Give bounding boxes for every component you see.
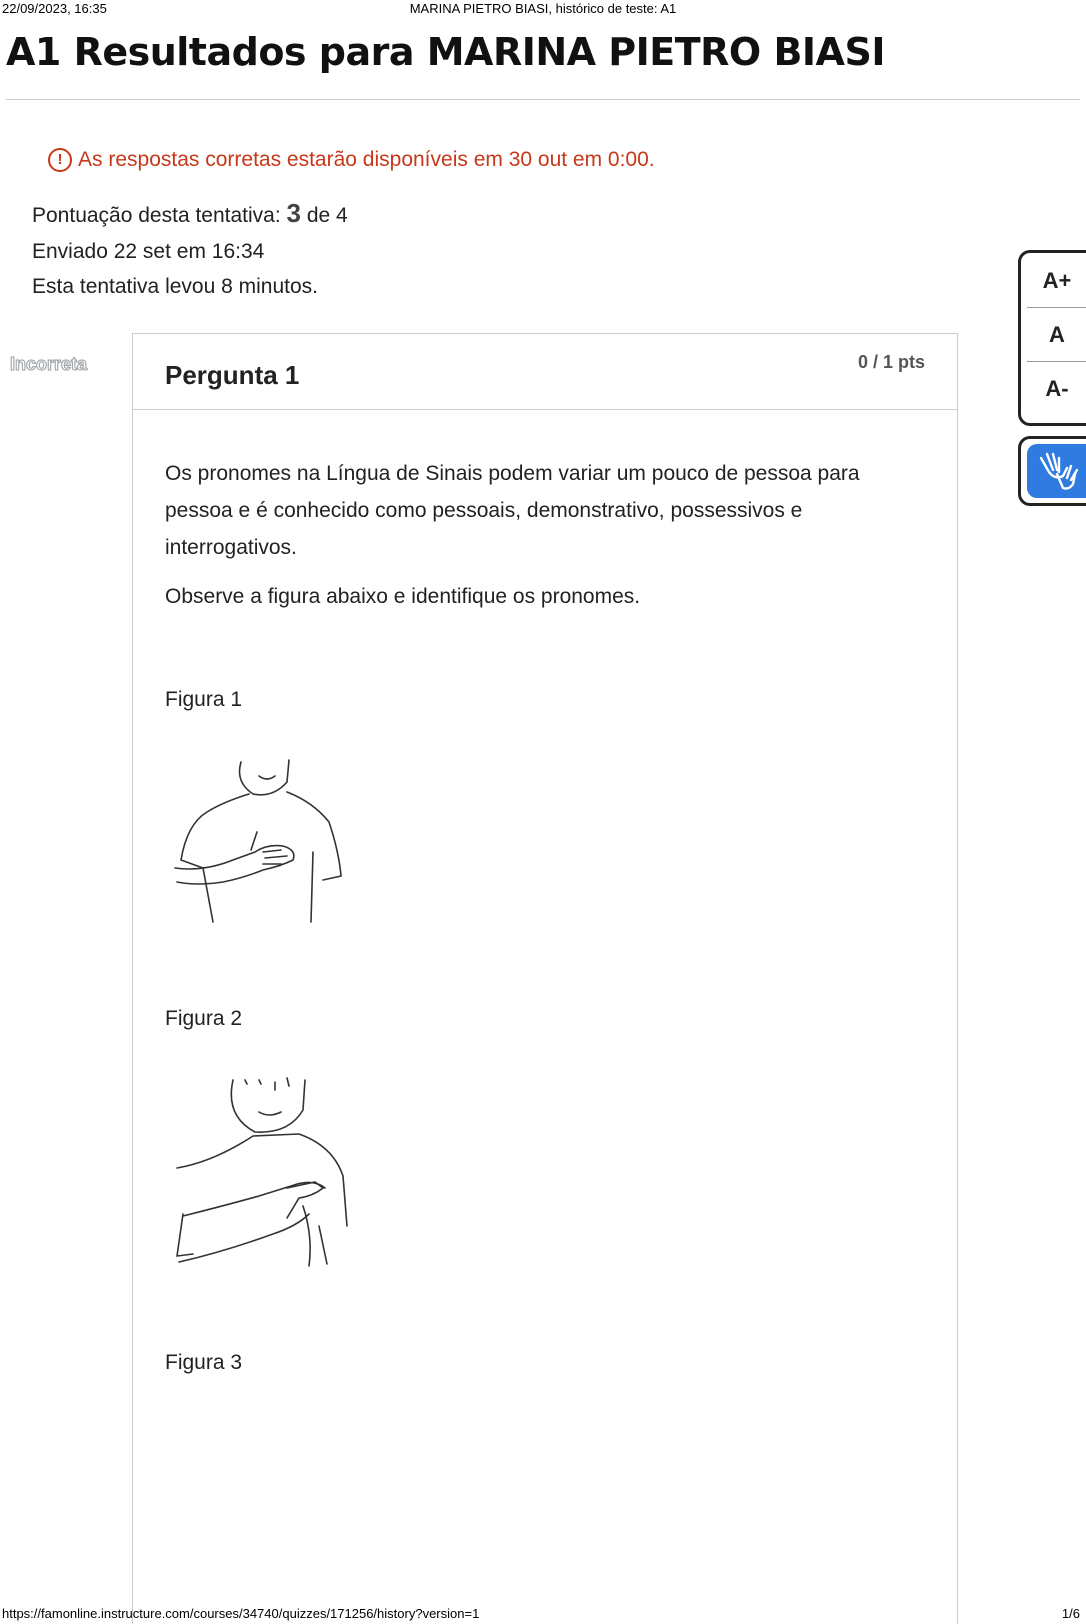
figure-2-label: Figura 2 bbox=[165, 1007, 243, 1030]
submitted-date: Enviado 22 set em 16:34 bbox=[32, 240, 265, 263]
answers-availability-notice bbox=[48, 148, 655, 172]
question-instruction: Observe a figura abaixo e identifique os pronomes. bbox=[165, 585, 641, 608]
sign-language-button-face bbox=[1027, 444, 1086, 498]
sign-language-button[interactable] bbox=[1018, 436, 1086, 506]
question-points: 0 / 1 pts bbox=[857, 352, 925, 372]
sign-language-hands-icon bbox=[1027, 444, 1086, 498]
figure-1-label: Figura 1 bbox=[165, 688, 243, 711]
normal-font-button[interactable]: A bbox=[1049, 322, 1065, 347]
print-page-number: 1/6 bbox=[1061, 1606, 1080, 1621]
question-header bbox=[133, 334, 957, 410]
font-size-controls bbox=[1018, 250, 1086, 426]
alert-circle-icon: ! bbox=[48, 148, 72, 172]
figure-2-image bbox=[163, 1076, 363, 1281]
print-url: https://famonline.instructure.com/courses/34740/quizzes/171256/history?version=1 bbox=[2, 1606, 480, 1621]
print-datetime: 22/09/2023, 16:35 bbox=[2, 1, 107, 16]
notice-text: As respostas corretas estarão disponíveis em 30 out em 0:00. bbox=[78, 148, 655, 171]
question-status-badge: Incorreta bbox=[10, 354, 88, 374]
font-controls-divider bbox=[1027, 361, 1086, 362]
page-title: A1 Resultados para MARINA PIETRO BIASI bbox=[6, 30, 885, 74]
score-value: 3 bbox=[286, 198, 301, 228]
figure-1-image bbox=[163, 752, 343, 937]
score-prefix: Pontuação desta tentativa: bbox=[32, 204, 281, 227]
print-doc-title: MARINA PIETRO BIASI, histórico de teste: A1 bbox=[409, 1, 677, 16]
font-controls-divider bbox=[1027, 307, 1086, 308]
attempt-duration: Esta tentativa levou 8 minutos. bbox=[32, 275, 318, 298]
figure-3-label: Figura 3 bbox=[165, 1351, 243, 1374]
decrease-font-button[interactable]: A- bbox=[1045, 376, 1069, 401]
increase-font-button[interactable]: A+ bbox=[1042, 268, 1072, 293]
print-header bbox=[0, 0, 1086, 20]
score-suffix: de 4 bbox=[306, 204, 348, 227]
title-divider bbox=[6, 99, 1080, 100]
attempt-score bbox=[32, 198, 348, 229]
question-title: Pergunta 1 bbox=[165, 360, 300, 390]
question-text: Os pronomes na Língua de Sinais podem variar um pouco de pessoa para pessoa e é conhecido como pessoais, demonstrativo, possessivos e interrogativos. bbox=[165, 462, 860, 559]
print-footer bbox=[0, 1604, 1086, 1624]
question-card bbox=[132, 333, 958, 1624]
